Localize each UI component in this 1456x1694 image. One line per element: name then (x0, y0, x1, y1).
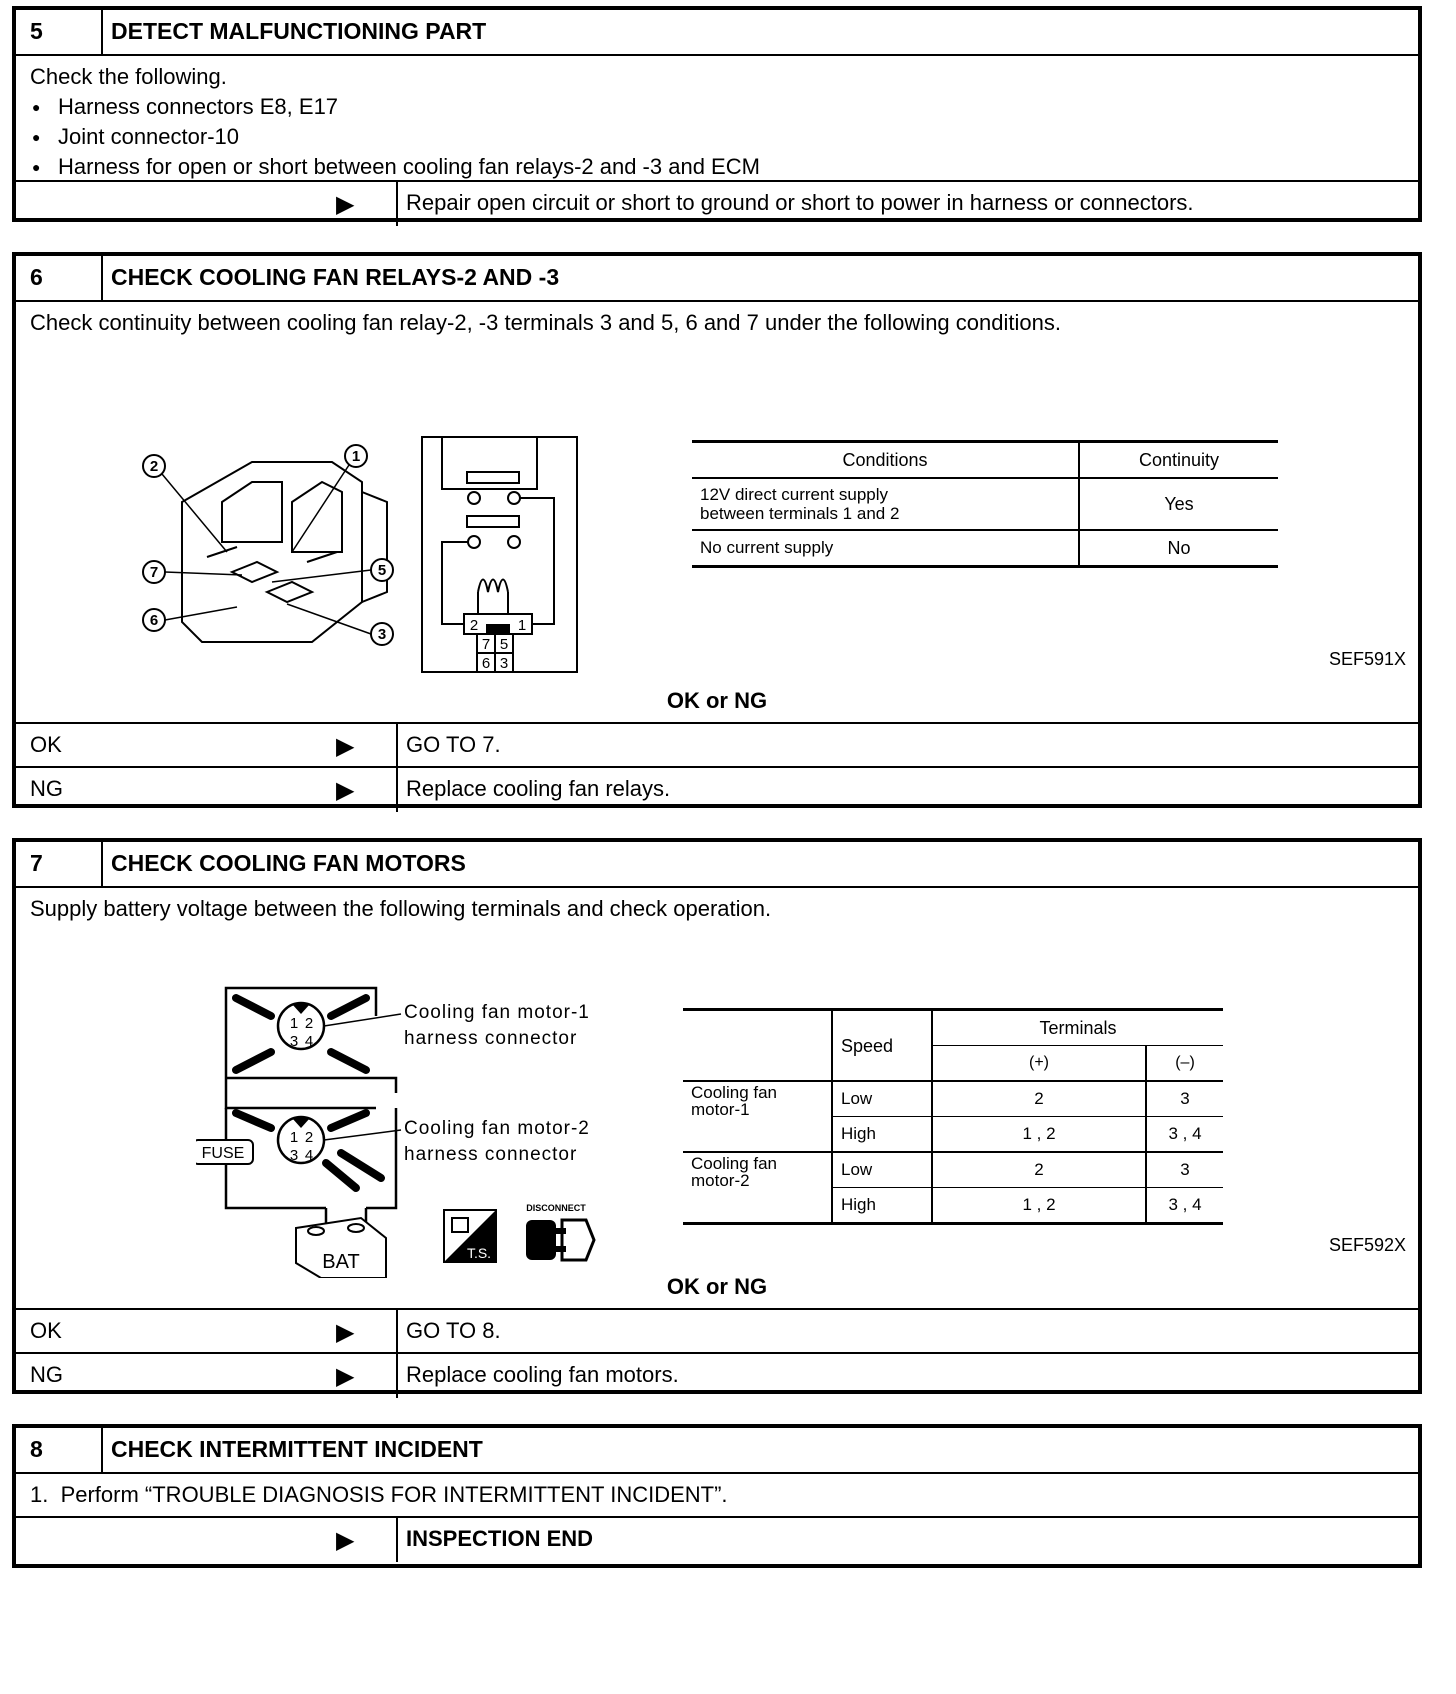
table-cell: 1 , 2 (932, 1188, 1146, 1224)
step-body (16, 302, 1418, 724)
battery-label: BAT (322, 1251, 360, 1273)
ok-or-ng-heading: OK or NG (666, 1274, 768, 1299)
arrow-icon: ▶ (336, 191, 355, 218)
step-title: CHECK COOLING FAN MOTORS (111, 850, 466, 876)
arrow-icon: ▶ (336, 1363, 355, 1390)
step-number: 6 (16, 256, 103, 300)
figure-code: SEF591X (1328, 649, 1406, 669)
step-header (16, 842, 1418, 888)
step-7-block (12, 838, 1422, 1394)
pin-label: 2 (304, 1015, 314, 1032)
result-text: Replace cooling fan relays. (406, 776, 671, 801)
continuity-table (692, 440, 1278, 568)
step-header (16, 10, 1418, 56)
svg-text:DISCONNECT: DISCONNECT (526, 1203, 586, 1213)
terminal-label: 1 (517, 617, 527, 634)
svg-text:T.S.: T.S. (466, 1245, 492, 1261)
step-5-block (12, 6, 1422, 222)
pin-label: 1 (289, 1129, 299, 1146)
instruction-text: 1. Perform “TROUBLE DIAGNOSIS FOR INTERMITTENT INCIDENT”. (30, 1482, 728, 1507)
table-cell: 3 (1146, 1081, 1223, 1117)
result-label (16, 1518, 398, 1562)
fuse-label: FUSE (201, 1145, 245, 1162)
step-8-block (12, 1424, 1422, 1568)
result-row-ok (16, 724, 1418, 768)
table-cell: 3 , 4 (1146, 1188, 1223, 1224)
arrow-icon: ▶ (336, 733, 355, 760)
terminal-label: 2 (469, 617, 479, 634)
terminal-callout: 2 (149, 458, 159, 475)
result-row (16, 182, 1418, 226)
terminal-callout: 7 (149, 564, 159, 581)
ng-label: NG (30, 1362, 63, 1387)
terminal-label: 3 (499, 655, 509, 672)
table-cell: 12V direct current supply between terminals 1 and 2 (692, 478, 1079, 530)
result-row-ng (16, 1354, 1418, 1398)
result-row (16, 1518, 1418, 1562)
table-cell: 3 , 4 (1146, 1117, 1223, 1153)
result-label (16, 1310, 398, 1352)
pin-label: 3 (289, 1147, 299, 1164)
list-item: ● Harness for open or short between cooling fan relays-2 and -3 and ECM (30, 152, 1418, 182)
step-number: 7 (16, 842, 103, 886)
callout-motor1-line1: Cooling fan motor-1 (404, 1002, 590, 1023)
table-cell: 2 (932, 1081, 1146, 1117)
result-label (16, 724, 398, 766)
table-cell: 3 (1146, 1152, 1223, 1188)
terminal-table (683, 1008, 1223, 1225)
result-text: GO TO 8. (406, 1318, 501, 1343)
intro-text: Check the following. (30, 64, 227, 89)
arrow-icon: ▶ (336, 1527, 355, 1554)
step-title: CHECK COOLING FAN RELAYS-2 AND -3 (111, 264, 560, 290)
step-number: 8 (16, 1428, 103, 1472)
callout-motor2-line2: harness connector (404, 1144, 578, 1165)
table-cell: 1 , 2 (932, 1117, 1146, 1153)
result-label (16, 1354, 398, 1398)
step-header (16, 1428, 1418, 1474)
table-header: (+) (932, 1046, 1146, 1082)
relay-diagram (112, 392, 672, 692)
ok-label: OK (30, 1318, 62, 1343)
step-6-block (12, 252, 1422, 808)
result-text: INSPECTION END (406, 1526, 594, 1551)
table-cell: Cooling fan motor-2 (691, 1154, 778, 1190)
result-text: Repair open circuit or short to ground or short to power in harness or connectors. (406, 190, 1194, 215)
table-header: Terminals (932, 1010, 1223, 1046)
terminal-callout: 5 (377, 562, 387, 579)
terminal-label: 7 (481, 636, 491, 653)
ng-label: NG (30, 776, 63, 801)
table-cell: No (1167, 538, 1191, 558)
ok-or-ng-heading: OK or NG (666, 688, 768, 713)
terminal-callout: 6 (149, 612, 159, 629)
step-number: 5 (16, 10, 103, 54)
terminal-callout: 3 (377, 626, 387, 643)
pin-label: 4 (304, 1033, 314, 1050)
figure-code: SEF592X (1328, 1235, 1406, 1255)
table-cell: No current supply (692, 530, 1079, 567)
terminal-label: 6 (481, 655, 491, 672)
pin-label: 1 (289, 1015, 299, 1032)
step-body (16, 1474, 1418, 1518)
step-body (16, 888, 1418, 1310)
table-cell: Low (832, 1152, 932, 1188)
step-title: CHECK INTERMITTENT INCIDENT (111, 1436, 483, 1462)
result-text: GO TO 7. (406, 732, 501, 757)
table-header: (–) (1146, 1046, 1223, 1082)
table-cell: 2 (932, 1152, 1146, 1188)
terminal-callout: 1 (351, 448, 361, 465)
result-text: Replace cooling fan motors. (406, 1362, 679, 1387)
arrow-icon: ▶ (336, 1319, 355, 1346)
callout-motor2-line1: Cooling fan motor-2 (404, 1118, 590, 1139)
disconnect-icon (526, 1203, 594, 1260)
result-row-ng (16, 768, 1418, 812)
step-body (16, 56, 1418, 182)
result-label (16, 768, 398, 812)
terminal-side-icon (444, 1210, 496, 1262)
table-cell: Low (832, 1081, 932, 1117)
list-item: ● Joint connector-10 (30, 122, 1418, 152)
result-label (16, 182, 398, 226)
step-title: DETECT MALFUNCTIONING PART (111, 18, 487, 44)
table-cell: High (832, 1188, 932, 1224)
table-cell: Cooling fan motor-1 (683, 1081, 832, 1152)
instruction-text: Supply battery voltage between the following terminals and check operation. (30, 896, 772, 921)
table-cell: High (832, 1117, 932, 1153)
pin-label: 2 (304, 1129, 314, 1146)
ok-label: OK (30, 732, 62, 757)
step-header (16, 256, 1418, 302)
pin-label: 3 (289, 1033, 299, 1050)
list-item: ● Harness connectors E8, E17 (30, 92, 1418, 122)
table-header: Speed (832, 1010, 932, 1082)
arrow-icon: ▶ (336, 777, 355, 804)
pin-label: 4 (304, 1147, 314, 1164)
terminal-label: 5 (499, 636, 509, 653)
callout-motor1-line2: harness connector (404, 1028, 578, 1049)
table-header: Continuity (1138, 450, 1220, 470)
table-header: Conditions (692, 442, 1079, 479)
result-row-ok (16, 1310, 1418, 1354)
instruction-text: Check continuity between cooling fan relay-2, -3 terminals 3 and 5, 6 and 7 under the following conditions. (30, 310, 1061, 335)
table-cell: Yes (1164, 494, 1194, 514)
